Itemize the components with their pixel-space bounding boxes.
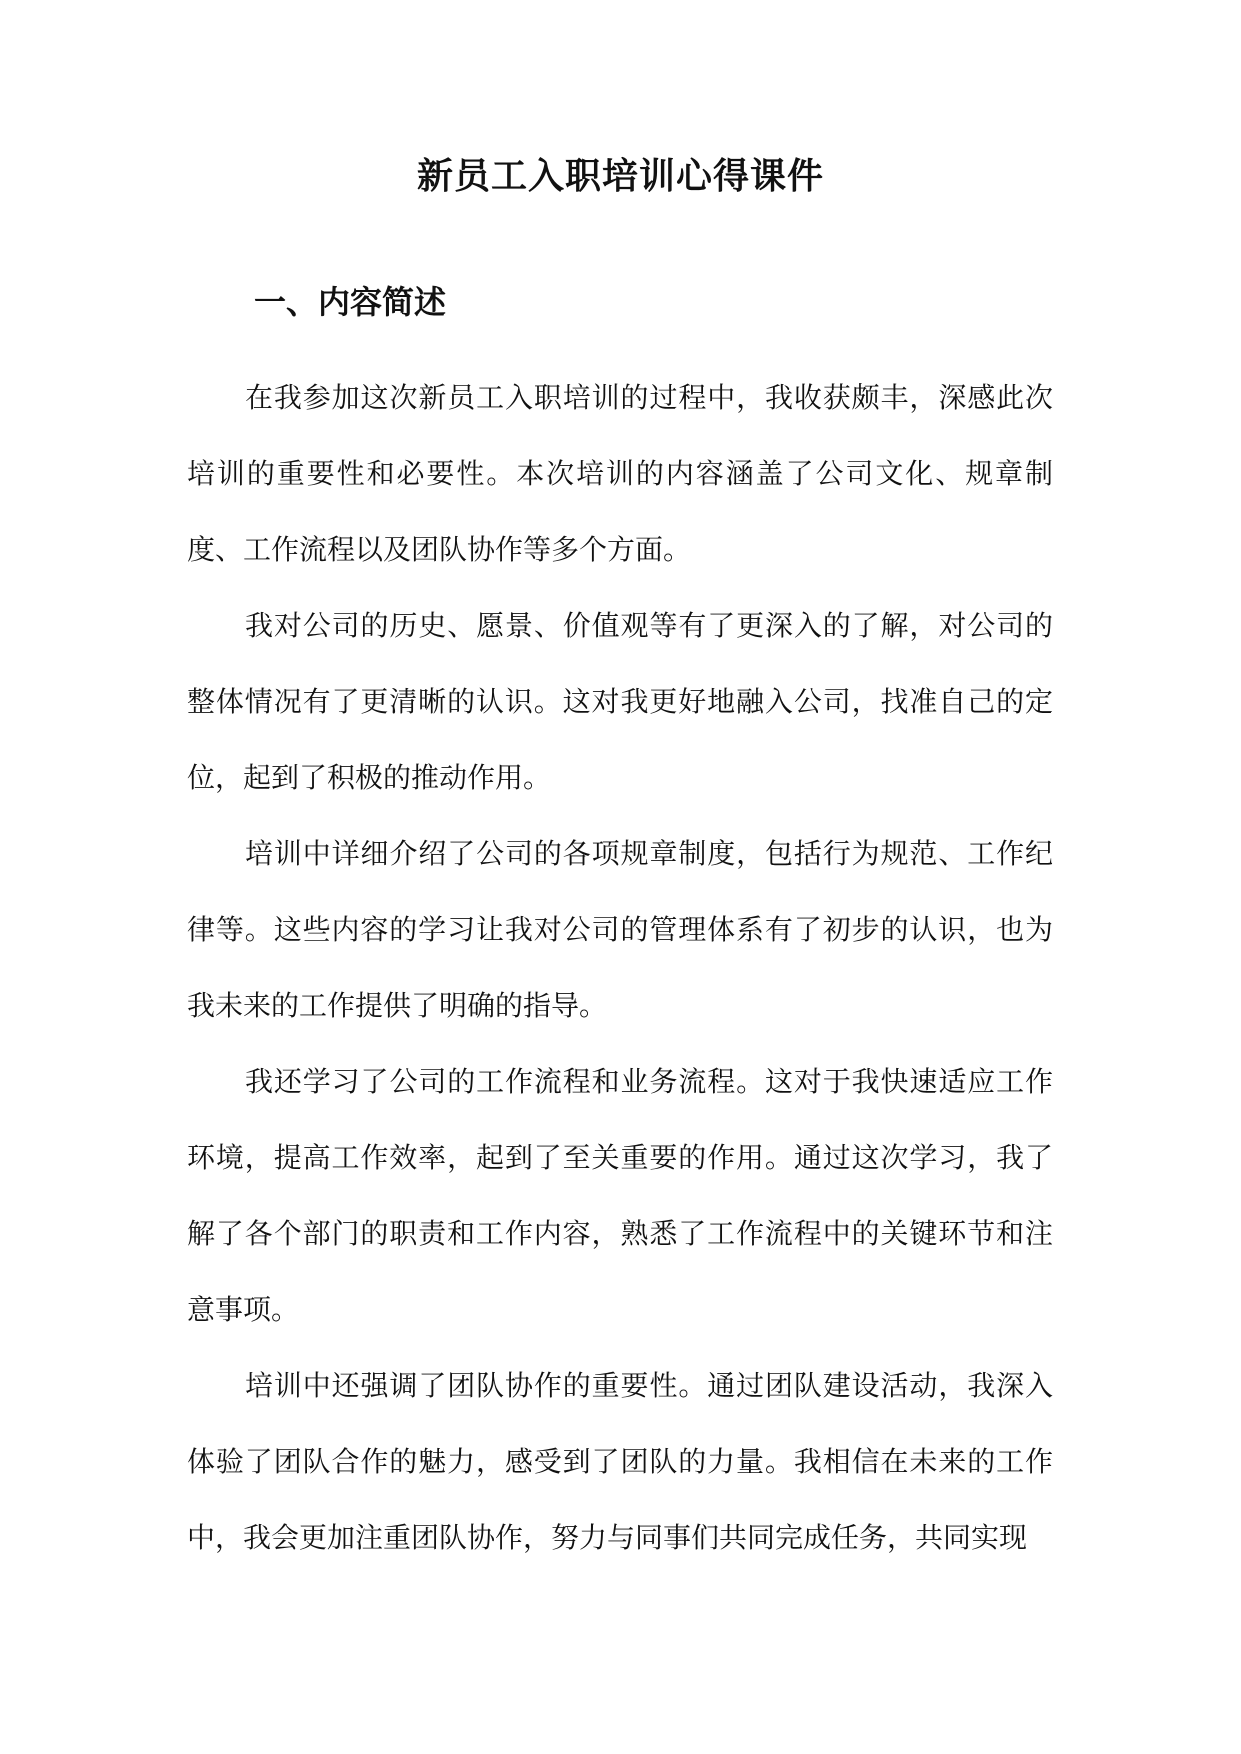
paragraph: 我还学习了公司的工作流程和业务流程。这对于我快速适应工作环境，提高工作效率，起到了至关重要的作用。通过这次学习，我了解了各个部门的职责和工作内容，熟悉了工作流程中的关键环节和注意事项。 xyxy=(187,1065,1053,1326)
paragraph: 培训中详细介绍了公司的各项规章制度，包括行为规范、工作纪律等。这些内容的学习让我对公司的管理体系有了初步的认识，也为我未来的工作提供了明确的指导。 xyxy=(187,837,1053,1022)
document-body xyxy=(187,360,1053,1576)
paragraph: 培训中还强调了团队协作的重要性。通过团队建设活动，我深入体验了团队合作的魅力，感受到了团队的力量。我相信在未来的工作中，我会更加注重团队协作，努力与同事们共同完成任务，共同实现 xyxy=(187,1369,1053,1554)
document-title: 新员工入职培训心得课件 xyxy=(416,155,824,197)
paragraph: 我对公司的历史、愿景、价值观等有了更深入的了解，对公司的整体情况有了更清晰的认识。这对我更好地融入公司，找准自己的定位，起到了积极的推动作用。 xyxy=(187,609,1053,794)
section-heading: 一、内容简述 xyxy=(254,283,447,321)
paragraph: 在我参加这次新员工入职培训的过程中，我收获颇丰，深感此次培训的重要性和必要性。本次培训的内容涵盖了公司文化、规章制度、工作流程以及团队协作等多个方面。 xyxy=(187,381,1053,566)
